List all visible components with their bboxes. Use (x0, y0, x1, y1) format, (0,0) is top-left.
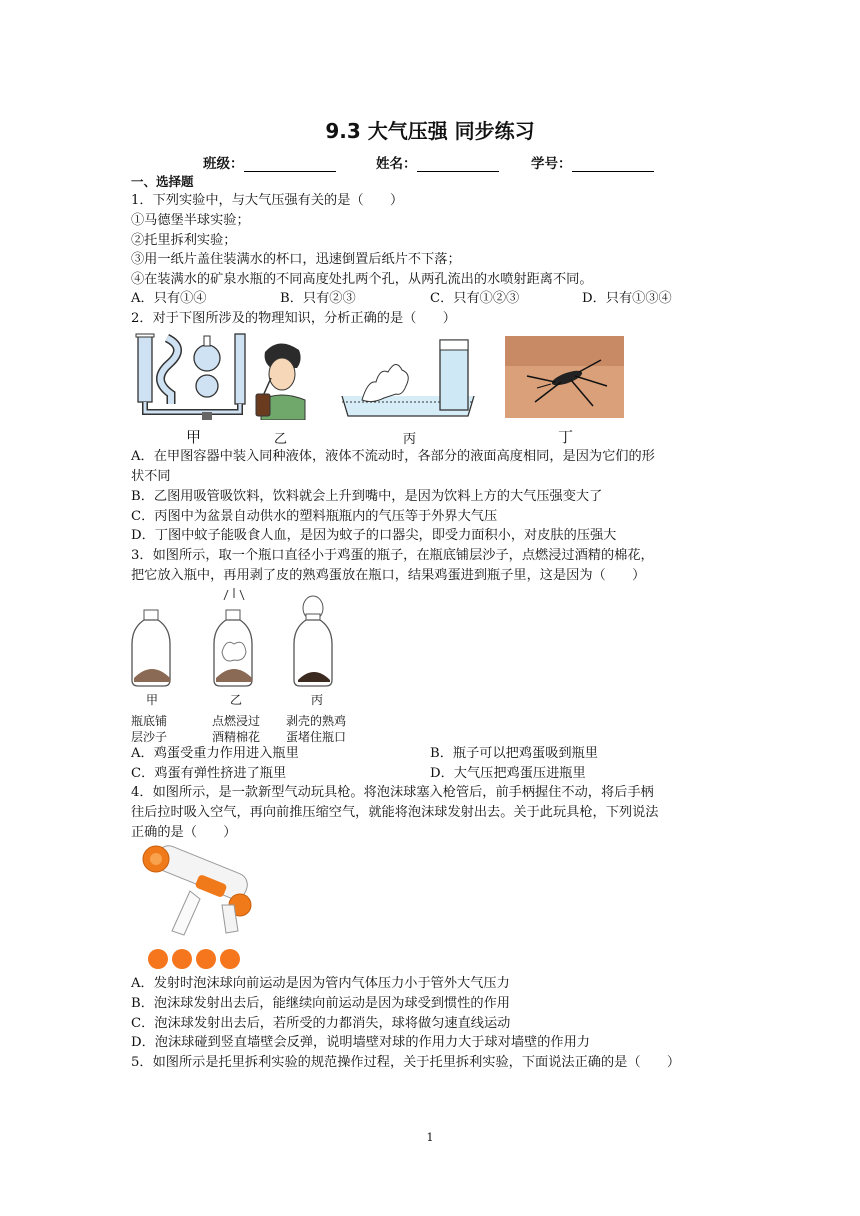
q3-note-b-1: 点燃浸过 (212, 714, 261, 728)
q2-caption-d: 丁 (558, 428, 574, 446)
bonsai-water-figure (340, 338, 476, 420)
q3-stem-cont: 把它放入瓶中，再用剥了皮的熟鸡蛋放在瓶口，结果鸡蛋进到瓶子里，这是因为（ ） (131, 568, 646, 583)
q2-option-a-cont: 状不同 (131, 469, 171, 484)
q1-item: ③用一纸片盖住装满水的杯口，迅速倒置后纸片不下落； (131, 252, 461, 267)
q2-option-c: C．丙图中为盆景自动供水的塑料瓶瓶内的气压等于外界大气压 (131, 509, 498, 524)
q3-stem: 3．如图所示，取一个瓶口直径小于鸡蛋的瓶子，在瓶底铺层沙子，点燃浸过酒精的棉花， (131, 548, 654, 563)
q1-item: ①马德堡半球实验； (131, 213, 250, 228)
q3-option-d: D．大气压把鸡蛋压进瓶里 (430, 766, 586, 781)
q1-option-b: B．只有②③ (280, 291, 356, 306)
q2-caption-b: 乙 (274, 432, 288, 447)
q4-stem-cont: 往后拉时吸入空气，再向前推压缩空气，就能将泡沫球发射出去。关于此玩具枪，下列说法 (131, 805, 659, 820)
q2-caption-c: 丙 (403, 432, 417, 447)
q3-note-a-1: 瓶底铺 (131, 714, 168, 728)
connected-vessels-figure (132, 330, 248, 422)
boy-drinking-figure (251, 336, 309, 420)
id-field (531, 152, 654, 172)
q3-note-a-2: 层沙子 (131, 730, 168, 744)
section-heading: 一、选择题 (131, 174, 194, 189)
q2-caption-a: 甲 (186, 428, 202, 446)
mosquito-photo (505, 336, 624, 418)
q1-option-d: D．只有①③④ (582, 291, 672, 306)
q3-note-c-1: 剥壳的熟鸡 (286, 714, 347, 728)
q4-option-c: C．泡沫球发射出去后，若所受的力都消失，球将做匀速直线运动 (131, 1016, 511, 1031)
q2-option-a: A．在甲图容器中装入同种液体，液体不流动时，各部分的液面高度相同，是因为它们的形 (131, 449, 655, 464)
id-label: 学号： (531, 156, 572, 172)
class-label: 班级： (203, 156, 244, 172)
q2-option-b: B．乙图用吸管吸饮料，饮料就会上升到嘴中，是因为饮料上方的大气压强变大了 (131, 489, 603, 504)
q1-option-c: C．只有①②③ (430, 291, 520, 306)
toy-gun-figure (136, 845, 262, 971)
class-field (203, 152, 336, 172)
class-blank (244, 157, 336, 172)
page-number: 1 (426, 1131, 434, 1144)
name-label: 姓名： (376, 156, 417, 172)
q2-option-d: D．丁图中蚊子能吸食人血，是因为蚊子的口器尖，即受力面积小，对皮肤的压强大 (131, 528, 617, 543)
q3-option-a: A．鸡蛋受重力作用进入瓶里 (131, 746, 299, 761)
page-title: 9.3 大气压强 同步练习 (325, 119, 535, 143)
q4-stem: 4．如图所示，是一款新型气动玩具枪。将泡沫球塞入枪管后，前手柄握住不动，将后手柄 (131, 785, 654, 800)
name-field (376, 152, 499, 172)
q1-item: ②托里拆利实验； (131, 233, 237, 248)
q3-caption-b: 乙 (230, 693, 243, 707)
name-blank (417, 157, 499, 172)
q4-option-b: B．泡沫球发射出去后，能继续向前运动是因为球受到惯性的作用 (131, 996, 510, 1011)
q3-caption-a: 甲 (146, 693, 159, 707)
q3-note-c-2: 蛋堵住瓶口 (286, 730, 347, 744)
id-blank (572, 157, 654, 172)
q5-stem: 5．如图所示是托里拆利实验的规范操作过程，关于托里拆利实验，下面说法正确的是（ ） (131, 1055, 681, 1070)
q1-item: ④在装满水的矿泉水瓶的不同高度处扎两个孔，从两孔流出的水喷射距离不同。 (131, 272, 593, 287)
q4-option-d: D．泡沫球碰到竖直墙壁会反弹，说明墙壁对球的作用力大于球对墙壁的作用力 (131, 1035, 590, 1050)
q3-option-c: C．鸡蛋有弹性挤进了瓶里 (131, 766, 287, 781)
q2-stem: 2．对于下图所涉及的物理知识，分析正确的是（ ） (131, 311, 456, 326)
q4-stem-cont: 正确的是（ ） (131, 825, 237, 840)
q3-caption-c: 丙 (311, 693, 324, 707)
bottle-egg-figure (128, 588, 368, 688)
q3-option-b: B．瓶子可以把鸡蛋吸到瓶里 (430, 746, 598, 761)
q3-note-b-2: 酒精棉花 (212, 730, 261, 744)
q4-option-a: A．发射时泡沫球向前运动是因为管内气体压力小于管外大气压力 (131, 976, 510, 991)
q1-option-a: A．只有①④ (131, 291, 207, 306)
q1-stem: 1．下列实验中，与大气压强有关的是（ ） (131, 193, 404, 208)
